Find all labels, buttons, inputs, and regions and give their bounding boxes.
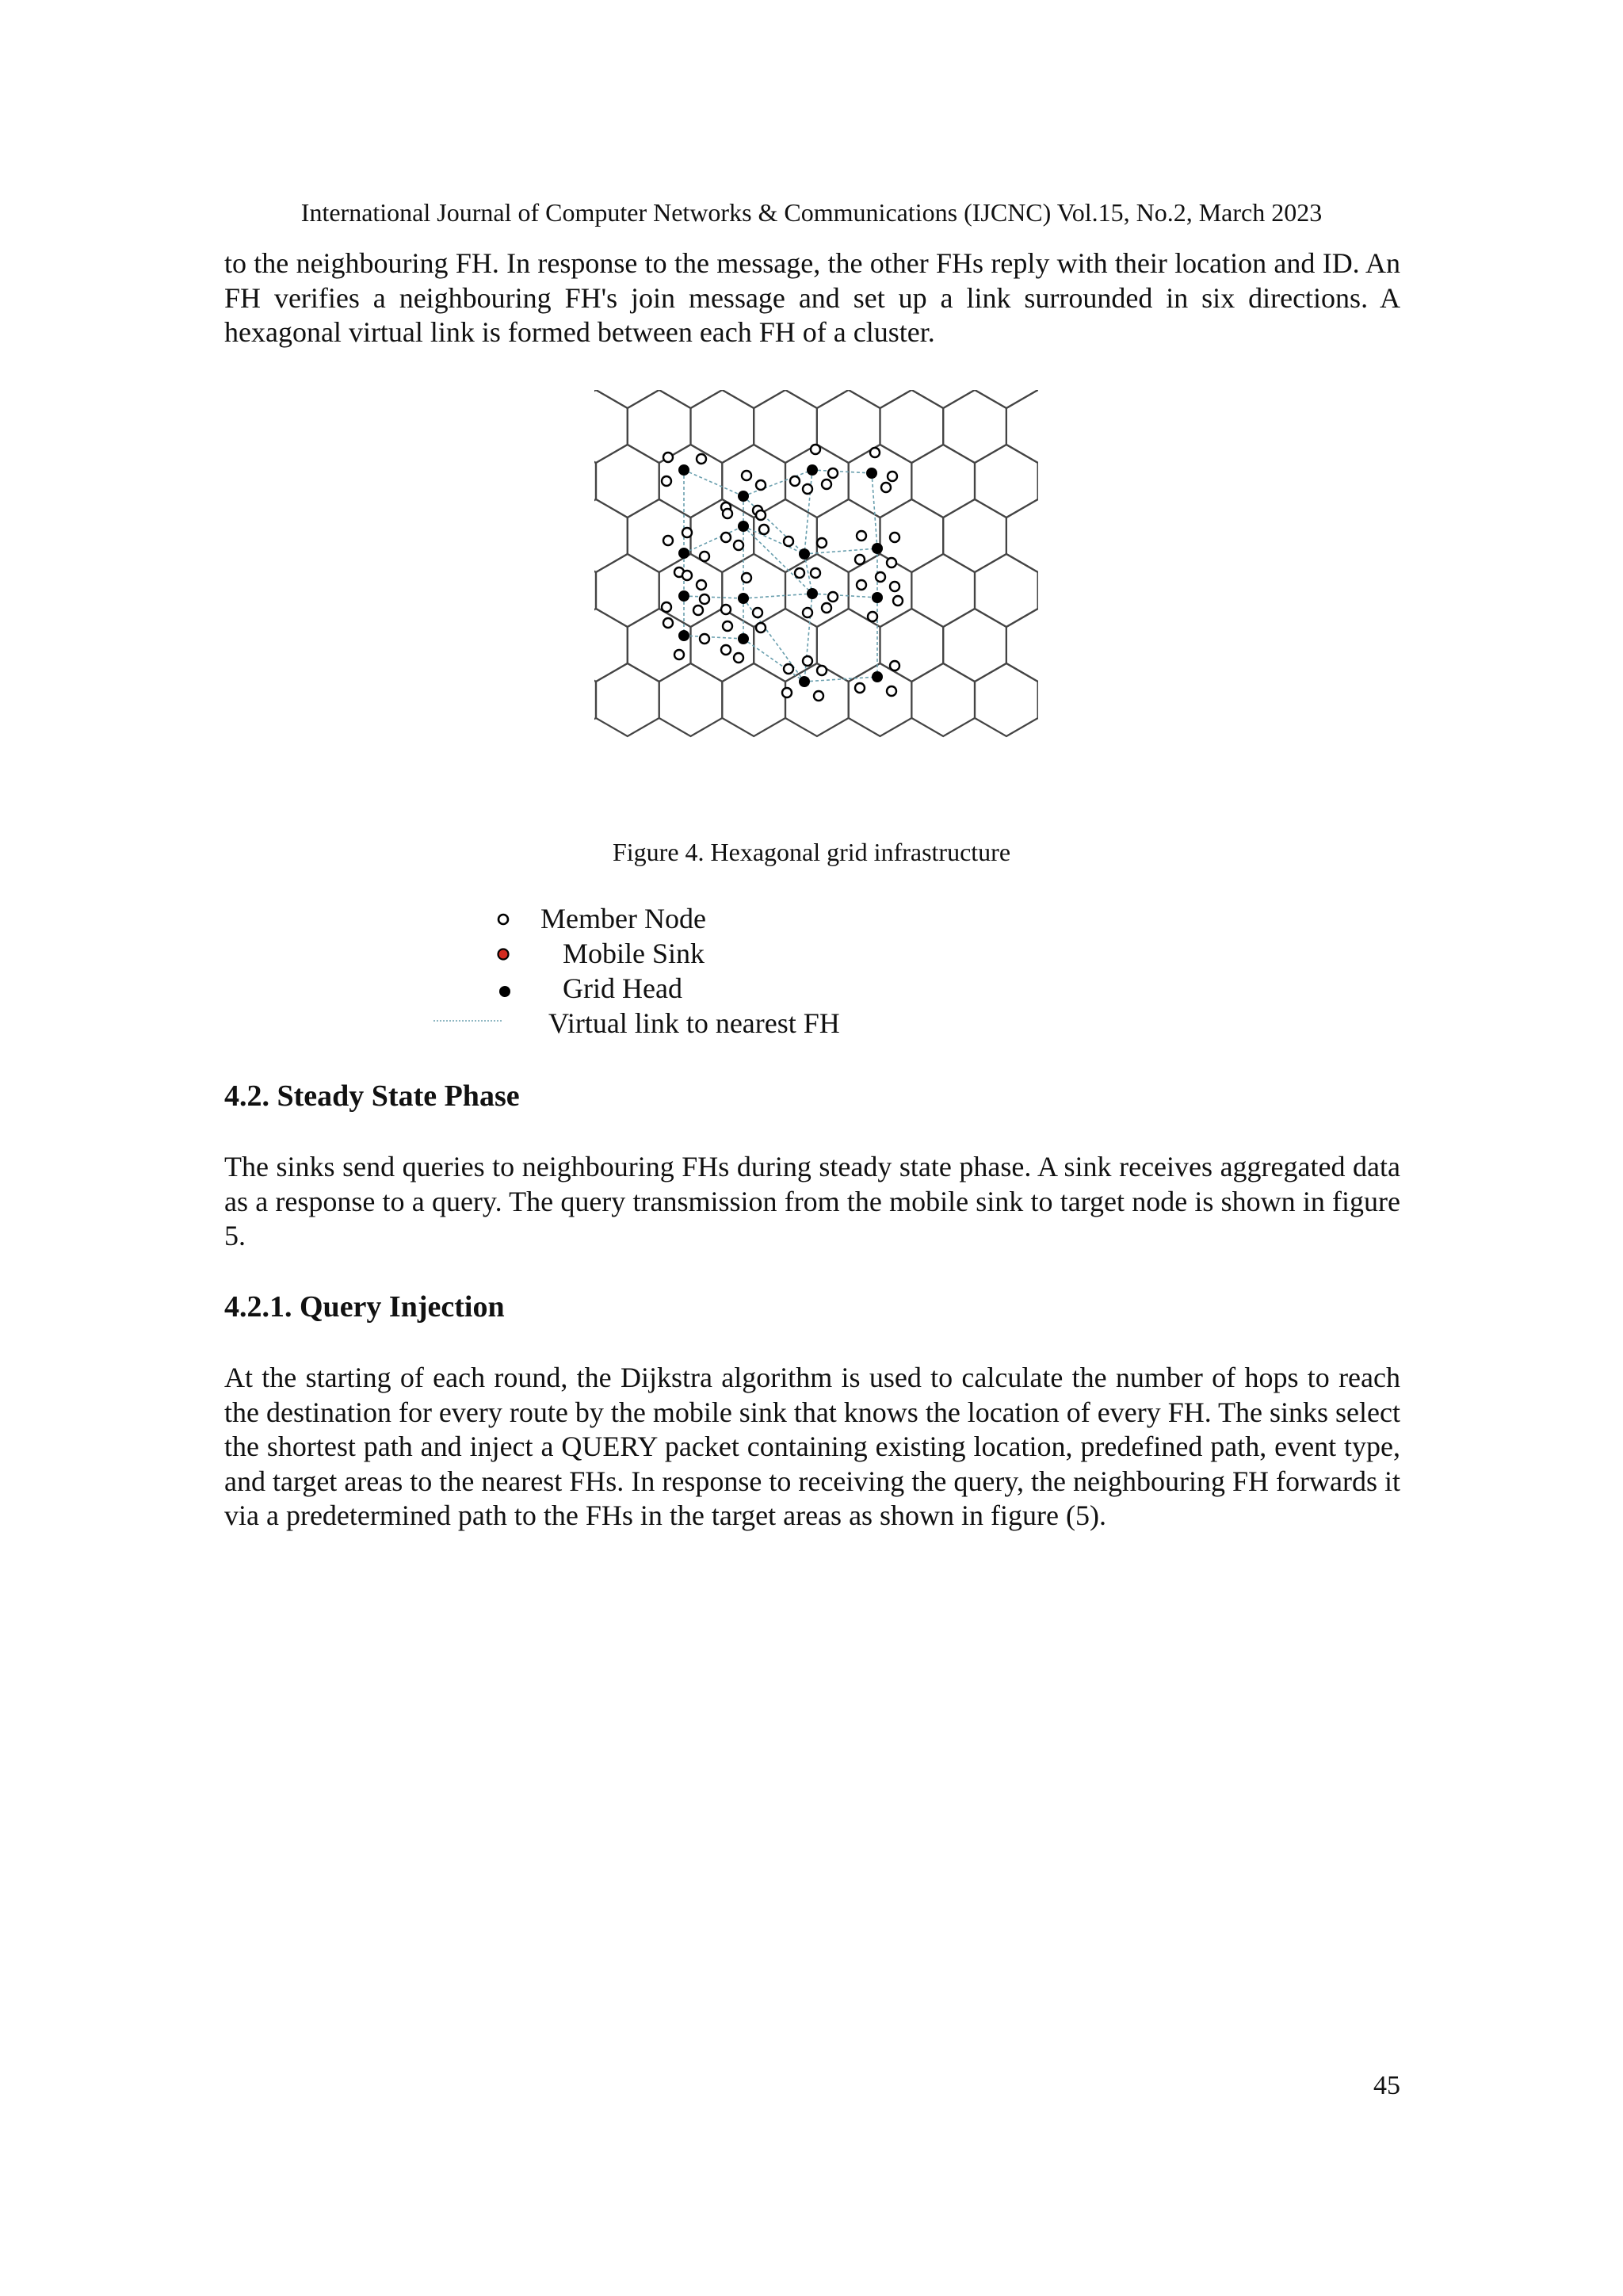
member-node [784, 664, 793, 674]
hex-cell [1006, 609, 1046, 682]
virtual-link [804, 548, 877, 554]
hex-cell [1038, 554, 1046, 627]
grid-head-icon [495, 981, 515, 1002]
grid-head [807, 464, 818, 476]
member-node [723, 509, 732, 518]
section-4-2-1-paragraph [224, 1361, 1400, 1534]
hex-cell [722, 663, 785, 736]
member-node [890, 533, 899, 542]
grid-head [738, 521, 749, 532]
hex-cell [586, 385, 596, 408]
member-node [756, 623, 766, 632]
page-number: 45 [1373, 2071, 1400, 2100]
member-node-icon [493, 909, 514, 930]
member-node [734, 653, 743, 663]
member-node [890, 661, 899, 670]
hex-cell [691, 609, 754, 682]
member-node [663, 453, 673, 462]
member-node [693, 606, 703, 615]
member-node [890, 582, 899, 591]
member-node [811, 568, 820, 578]
member-node [721, 533, 731, 542]
legend-label-virtual-link: Virtual link to nearest FH [548, 1007, 840, 1039]
member-node [803, 484, 812, 494]
grid-head [799, 676, 810, 687]
hex-cell [911, 445, 975, 518]
hex-cell [1038, 663, 1046, 736]
member-node [721, 605, 731, 614]
member-node [663, 618, 673, 628]
hex-cell [754, 390, 817, 463]
member-node [855, 555, 865, 564]
member-node [888, 472, 897, 481]
member-node [790, 476, 800, 486]
member-node [663, 536, 673, 545]
hex-cell [785, 385, 849, 408]
hex-cell [975, 385, 1038, 408]
hex-cell [722, 385, 785, 408]
member-node [887, 558, 896, 567]
grid-head [872, 671, 883, 682]
hex-cell [975, 445, 1038, 518]
virtual-link [812, 594, 877, 598]
member-node [742, 573, 751, 583]
member-node [876, 572, 885, 582]
member-node [682, 528, 692, 537]
hex-cell [880, 390, 944, 463]
member-node [682, 571, 692, 580]
virtual-link [684, 596, 743, 598]
member-node [870, 448, 880, 457]
member-node [700, 634, 709, 644]
intro-paragraph [224, 246, 1400, 350]
member-node [662, 602, 671, 612]
grid-head [872, 543, 883, 554]
hex-cell [586, 499, 628, 572]
hex-cell [975, 663, 1038, 736]
member-node [817, 538, 827, 548]
section-heading-4-2-1: 4.2.1. Query Injection [224, 1290, 505, 1324]
hexagonal-grid-figure [586, 385, 1046, 805]
virtual-link [812, 470, 872, 473]
grid-head [738, 633, 749, 644]
member-node [674, 650, 684, 659]
member-node [734, 541, 743, 550]
hex-cells [586, 385, 1046, 736]
hex-cell [628, 609, 691, 682]
virtual-link-icon [433, 1018, 503, 1024]
hex-cell [943, 499, 1006, 572]
legend-label-grid-head: Grid Head [563, 972, 682, 1004]
member-node [857, 531, 866, 541]
grid-head [807, 588, 818, 599]
hex-cell [628, 390, 691, 463]
virtual-link [872, 473, 877, 548]
hex-cell [1038, 385, 1046, 408]
member-node [828, 468, 838, 478]
member-node [759, 525, 769, 534]
grid-head [678, 590, 689, 602]
hex-cell [628, 499, 691, 572]
member-node [782, 688, 792, 697]
member-node [700, 552, 709, 561]
grid-head [678, 630, 689, 641]
hex-cell [596, 445, 659, 518]
member-node [822, 603, 831, 613]
hex-cell [880, 609, 944, 682]
hex-cell [849, 445, 912, 518]
hex-cell [596, 554, 659, 627]
virtual-link [743, 594, 812, 598]
hex-cell [596, 385, 659, 408]
member-node [662, 476, 671, 486]
hex-cell [586, 390, 628, 463]
member-node [814, 691, 823, 701]
legend-label-mobile-sink: Mobile Sink [563, 938, 705, 969]
section-heading-4-2: 4.2. Steady State Phase [224, 1079, 520, 1113]
member-node [742, 471, 751, 480]
figure-caption: Figure 4. Hexagonal grid infrastructure [612, 838, 1011, 866]
grid-head [799, 548, 810, 560]
member-node [881, 483, 891, 492]
member-node [811, 445, 820, 454]
hex-cell [596, 663, 659, 736]
grid-head [738, 593, 749, 604]
legend-label-member-node: Member Node [540, 903, 706, 934]
virtual-link [743, 470, 812, 496]
hex-cell [586, 445, 596, 518]
grid-head [678, 464, 689, 476]
hex-cell [943, 609, 1006, 682]
member-node [803, 608, 812, 617]
member-node [795, 568, 804, 578]
member-node [817, 666, 827, 675]
mobile-sink-icon [493, 944, 514, 965]
section-4-2-1-text: At the starting of each round, the Dijkstra algorithm is used to calculate the number of hops to reach the destination for every route by the mobile sink that knows the location of every FH. The sinks select the shortest path and inject a QUERY packet containing existing location, predefined path, event type, and target areas to the nearest FHs. In response to receiving the query, the neighbouring FH forwards it via a predetermined path to the FHs in the target areas as shown in figure (5). [224, 1362, 1400, 1531]
member-node [887, 686, 896, 696]
member-node [822, 479, 831, 489]
member-node [756, 480, 766, 490]
hex-cell [659, 554, 723, 627]
sensor-nodes [662, 445, 903, 701]
hex-cell [659, 385, 723, 408]
hex-cell [975, 554, 1038, 627]
member-node [893, 596, 903, 606]
hex-cell [911, 554, 975, 627]
hex-cell [1006, 390, 1046, 463]
member-node [697, 580, 706, 590]
member-node [828, 592, 838, 602]
intro-text: to the neighbouring FH. In response to the message, the other FHs reply with their location and ID. An FH verifies a neighbouring FH's join message and set up a link surrounded in six directions. A hexagonal virtual link is formed between each FH of a cluster. [224, 247, 1400, 348]
hex-cell [586, 663, 596, 736]
hex-cell [911, 385, 975, 408]
hex-cell [691, 390, 754, 463]
member-node [700, 594, 709, 604]
hex-cell [659, 663, 723, 736]
hex-cell [586, 554, 596, 627]
virtual-link [743, 526, 804, 554]
member-node [721, 645, 731, 655]
hex-cell [586, 609, 628, 682]
grid-head [866, 468, 877, 479]
hex-cell [1038, 445, 1046, 518]
member-node [697, 454, 706, 464]
member-node [784, 537, 793, 546]
member-node [723, 621, 732, 631]
grid-head [872, 592, 883, 603]
virtual-link [684, 636, 743, 639]
member-node [855, 683, 865, 693]
member-node [753, 608, 762, 617]
member-node [868, 612, 877, 621]
section-4-2-paragraph [224, 1150, 1400, 1254]
hex-cell [1006, 499, 1046, 572]
member-node [803, 656, 812, 666]
hex-cell [849, 385, 912, 408]
member-node [857, 580, 866, 590]
hex-cell [785, 554, 849, 627]
grid-head [738, 491, 749, 502]
member-node [756, 510, 766, 520]
grid-head [678, 548, 689, 559]
virtual-link [684, 470, 743, 496]
hex-cell [911, 663, 975, 736]
hex-cell [817, 499, 880, 572]
running-header: International Journal of Computer Networks & Communications (IJCNC) Vol.15, No.2, March 2023 [300, 198, 1323, 227]
hex-cell [943, 390, 1006, 463]
section-4-2-text: The sinks send queries to neighbouring FHs during steady state phase. A sink receives aggregated data as a response to a query. The query transmission from the mobile sink to target node is shown in figure 5. [224, 1151, 1400, 1251]
